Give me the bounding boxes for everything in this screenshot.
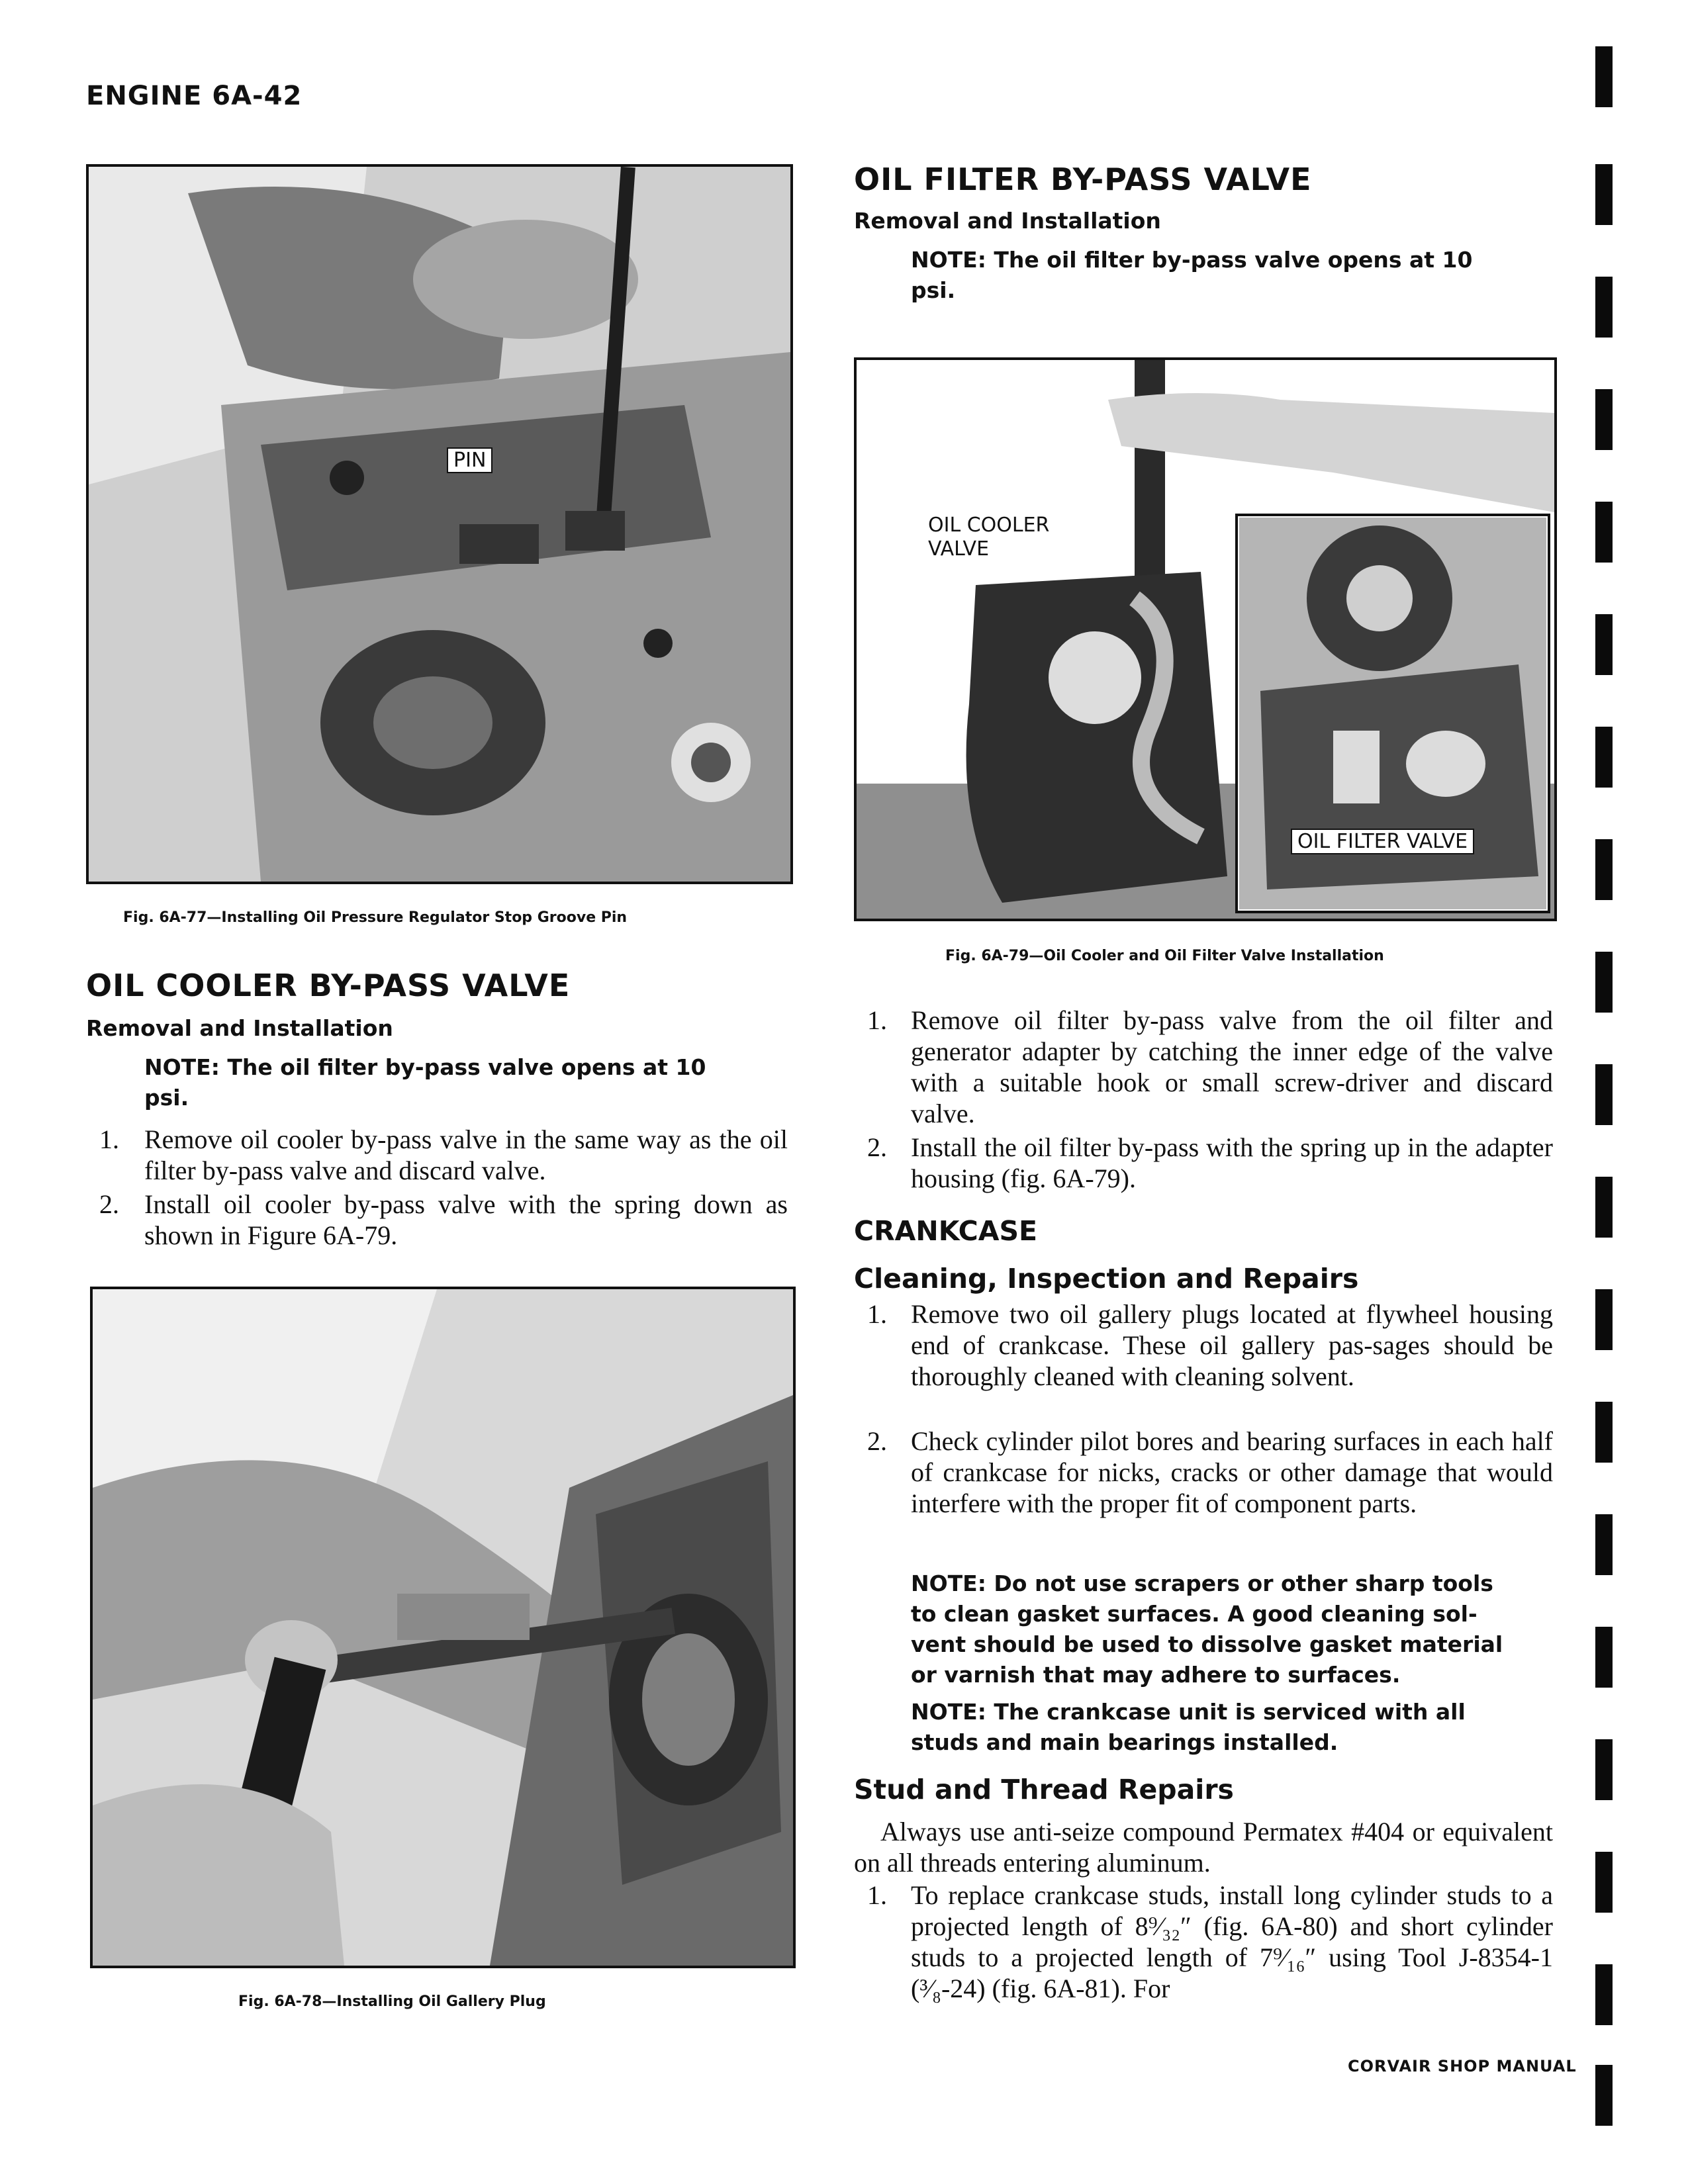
figure-6a-78-caption: Fig. 6A-78—Installing Oil Gallery Plug	[238, 1993, 546, 2010]
oil-filter-step-1: 1. Remove oil filter by-pass valve from the oil filter and generator adapter by catching the inner edge of the valve with a suitable hook or small screw-driver and discard valve.	[867, 1005, 1553, 1128]
figure-6a-78-photo	[90, 1287, 796, 1968]
footer: CORVAIR SHOP MANUAL	[1348, 2057, 1577, 2075]
oil-filter-step-2: 2. Install the oil filter by-pass with the spring up in the adapter housing (fig. 6A-79).	[867, 1132, 1553, 1193]
oil-cooler-subtitle: Removal and Installation	[86, 1015, 393, 1041]
stud-thread-intro: Always use anti-seize compound Permatex #404 or equivalent on all threads entering aluminum.	[854, 1817, 1553, 1878]
oil-cooler-note: NOTE: The oil filter by-pass valve opens at 10 psi.	[144, 1054, 706, 1111]
stud-thread-repairs-title: Stud and Thread Repairs	[854, 1774, 1234, 1805]
oil-cooler-step-2: 2. Install oil cooler by-pass valve with the spring down as shown in Figure 6A-79.	[99, 1189, 788, 1250]
oil-cooler-step-1: 1. Remove oil cooler by-pass valve in the same way as the oil filter by-pass valve and discard valve.	[99, 1124, 788, 1185]
crankcase-note-scrapers: NOTE: Do not use scrapers or other sharp tools to clean gasket surfaces. A good cleaning sol-vent should be used to dissolve gasket material or varnish that may adhere to surfaces.	[911, 1570, 1503, 1688]
oil-cooler-bypass-title: OIL COOLER BY-PASS VALVE	[86, 968, 571, 1003]
oil-filter-subtitle: Removal and Installation	[854, 208, 1161, 234]
figure-6a-77-caption: Fig. 6A-77—Installing Oil Pressure Regulator Stop Groove Pin	[123, 909, 628, 926]
crankcase-title: CRANKCASE	[854, 1215, 1037, 1247]
crankcase-step-2: 2. Check cylinder pilot bores and bearing surfaces in each half of crankcase for nicks, cracks or other damage that would interfere with the proper fit of component parts.	[867, 1426, 1553, 1518]
oil-cooler-valve-label-line-1: OIL COOLER	[928, 514, 1050, 537]
pin-label: PIN	[447, 447, 492, 473]
stud-repair-step-1: 1. To replace crankcase studs, install long cylinder studs to a projected length of 8⁹⁄₃₂″ (fig. 6A-80) and short cylinder studs to a projected length of 7⁹⁄₁₆″ using Tool J-8354-1 (³⁄₈-24) (fig. 6A-81). For	[867, 1880, 1553, 2003]
oil-filter-valve-label: OIL FILTER VALVE	[1291, 829, 1474, 854]
oil-cooler-valve-label-line-2: VALVE	[928, 537, 990, 561]
oil-filter-bypass-title: OIL FILTER BY-PASS VALVE	[854, 161, 1312, 197]
oil-filter-note: NOTE: The oil filter by-pass valve opens at 10 psi.	[911, 247, 1473, 303]
crankcase-step-1: 1. Remove two oil gallery plugs located at flywheel housing end of crankcase. These oil gallery pas-sages should be thoroughly cleaned with cleaning solvent.	[867, 1299, 1553, 1391]
figure-6a-79-caption: Fig. 6A-79—Oil Cooler and Oil Filter Valve Installation	[945, 948, 1384, 964]
crankcase-note-serviced: NOTE: The crankcase unit is serviced with all studs and main bearings installed.	[911, 1699, 1466, 1755]
crankcase-subtitle: Cleaning, Inspection and Repairs	[854, 1263, 1359, 1295]
running-head: ENGINE 6A-42	[86, 81, 303, 111]
figure-6a-77-photo	[86, 164, 793, 884]
